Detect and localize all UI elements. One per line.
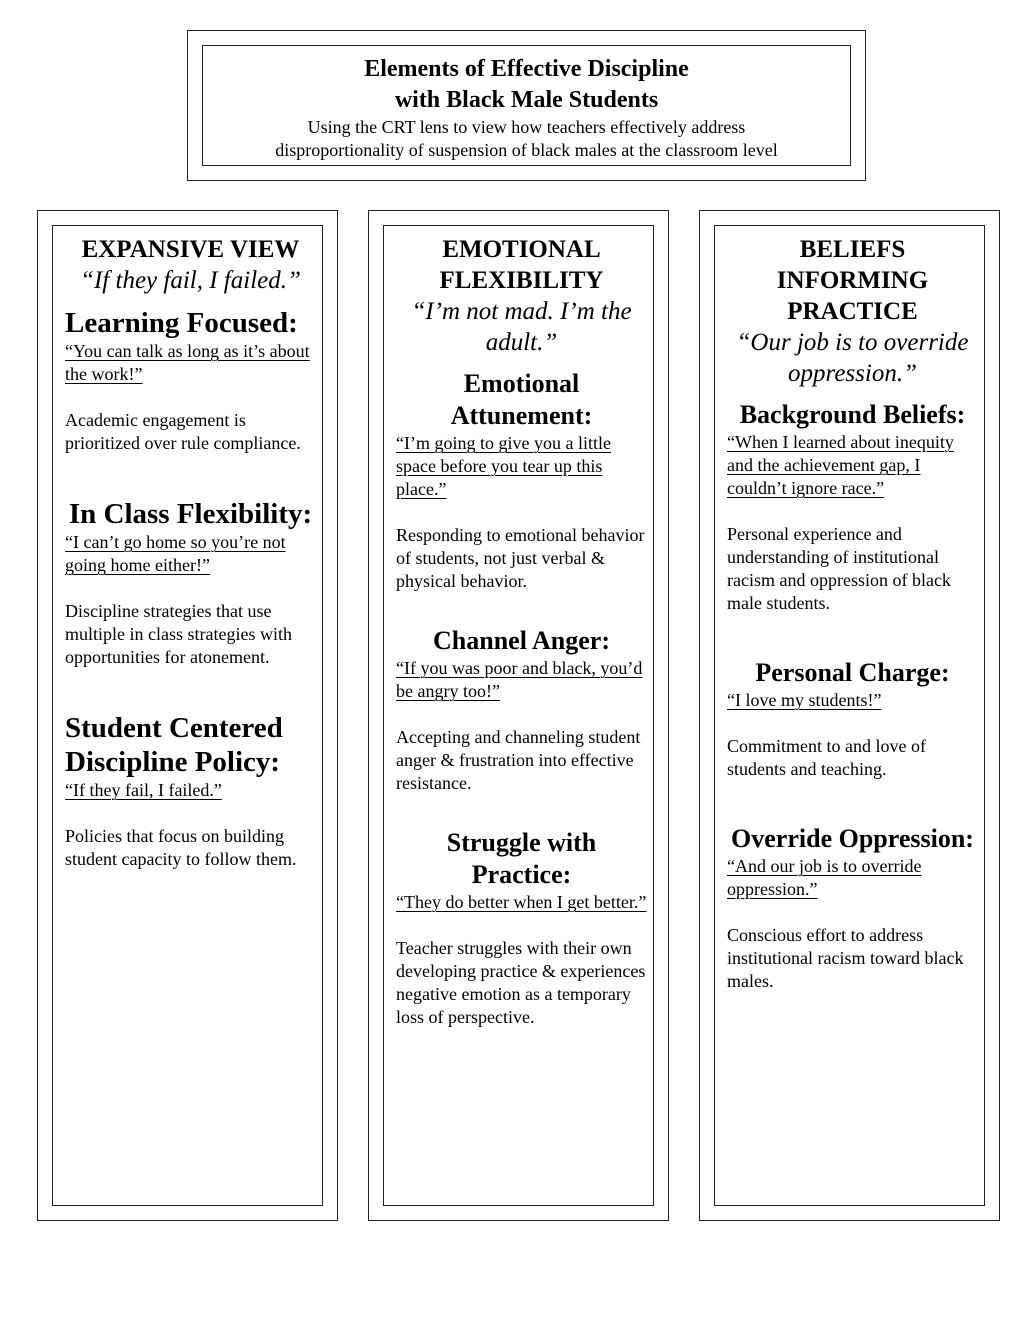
section-quote: “I love my students!” xyxy=(727,690,882,710)
section-description: Teacher struggles with their own developing practice & experiences negative emotion as a temporary loss of perspective. xyxy=(396,938,646,1027)
section-description: Commitment to and love of students and teaching. xyxy=(727,736,926,779)
page-subtitle-line1: Using the CRT lens to view how teachers effectively address xyxy=(307,117,746,137)
section-quote: “When I learned about inequity and the achievement gap, I couldn’t ignore race.” xyxy=(727,432,954,498)
section-quote: “If you was poor and black, you’d be angry too!” xyxy=(396,658,643,701)
column-emotional-flexibility xyxy=(383,225,654,1206)
column-motto: “Our job is to override oppression.” xyxy=(736,329,969,387)
section-heading-personal-charge: Personal Charge: xyxy=(755,658,950,687)
column-motto: “If they fail, I failed.” xyxy=(80,267,301,294)
section-description: Conscious effort to address institutional racism toward black males. xyxy=(727,925,964,991)
page-title-line1: Elements of Effective Discipline xyxy=(364,56,689,82)
column-title: BELIEFS INFORMING PRACTICE xyxy=(776,236,929,325)
page-title-line2: with Black Male Students xyxy=(394,87,659,113)
section-heading-channel-anger: Channel Anger: xyxy=(433,626,610,655)
section-heading-struggle-with-practice: Struggle with Practice: xyxy=(446,828,597,889)
section-heading-background-beliefs: Background Beliefs: xyxy=(739,400,966,429)
section-heading-override-oppression: Override Oppression: xyxy=(731,824,974,853)
section-quote: “They do better when I get better.” xyxy=(396,892,647,912)
section-description: Accepting and channeling student anger & frustration into effective resistance. xyxy=(396,727,641,793)
section-quote: “If they fail, I failed.” xyxy=(65,780,222,800)
section-description: Responding to emotional behavior of students, not just verbal & physical behavior. xyxy=(396,525,645,591)
section-description: Policies that focus on building student capacity to follow them. xyxy=(65,826,297,869)
section-quote: “I’m going to give you a little space before you tear up this place.” xyxy=(396,433,611,499)
column-title: EXPANSIVE VIEW xyxy=(81,236,300,263)
section-description: Personal experience and understanding of institutional racism and oppression of black male students. xyxy=(727,524,951,613)
section-heading-student-centered-discipline-policy: Student Centered Discipline Policy: xyxy=(65,712,283,778)
section-quote: “You can talk as long as it’s about the work!” xyxy=(65,341,310,384)
section-quote: “I can’t go home so you’re not going home either!” xyxy=(65,532,286,575)
column-expansive-view xyxy=(52,225,323,1206)
column-motto: “I’m not mad. I’m the adult.” xyxy=(411,298,632,356)
column-beliefs-informing-practice xyxy=(714,225,985,1206)
page-subtitle-line2: disproportionality of suspension of black males at the classroom level xyxy=(275,140,778,160)
section-heading-learning-focused: Learning Focused: xyxy=(65,307,298,339)
column-title: EMOTIONAL FLEXIBILITY xyxy=(439,236,604,294)
section-heading-in-class-flexibility: In Class Flexibility: xyxy=(68,498,313,530)
section-quote: “And our job is to override oppression.” xyxy=(727,856,922,899)
section-description: Discipline strategies that use multiple in class strategies with opportunities for atonement. xyxy=(65,601,292,667)
header-box xyxy=(202,45,851,166)
section-heading-emotional-attunement: Emotional Attunement: xyxy=(450,369,593,430)
section-description: Academic engagement is prioritized over rule compliance. xyxy=(65,410,301,453)
